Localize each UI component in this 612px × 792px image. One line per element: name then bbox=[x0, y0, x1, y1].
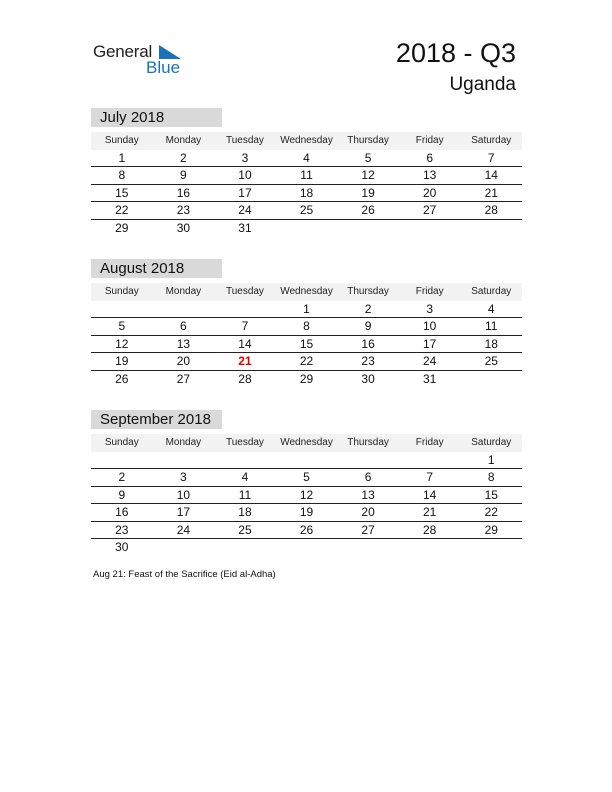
empty-day-cell bbox=[276, 452, 338, 468]
day-cell: 3 bbox=[180, 470, 187, 485]
day-cell: 22 bbox=[115, 203, 129, 218]
week-row bbox=[91, 504, 522, 521]
day-cell: 20 bbox=[361, 505, 375, 520]
week-row bbox=[91, 371, 522, 387]
empty-day-cell bbox=[153, 539, 215, 555]
day-cell: 27 bbox=[423, 203, 437, 218]
day-cell: 6 bbox=[364, 470, 372, 485]
country-name: Uganda bbox=[449, 74, 516, 95]
day-cell: 21 bbox=[484, 185, 498, 200]
day-cell: 28 bbox=[484, 203, 498, 218]
day-cell: 11 bbox=[485, 319, 498, 334]
empty-day-cell bbox=[337, 220, 399, 236]
day-cell: 17 bbox=[176, 505, 191, 520]
weekday-header bbox=[91, 434, 522, 452]
day-cell: 18 bbox=[238, 505, 252, 520]
weekday-label: Thursday bbox=[347, 135, 389, 146]
day-cell: 24 bbox=[176, 522, 191, 537]
week-row bbox=[91, 202, 522, 219]
day-cell: 11 bbox=[300, 168, 313, 183]
day-cell: 2 bbox=[180, 151, 187, 165]
weekday-label: Tuesday bbox=[225, 437, 264, 448]
empty-day-cell bbox=[276, 220, 338, 236]
day-cell: 8 bbox=[303, 319, 310, 334]
day-cell: 31 bbox=[423, 371, 437, 386]
day-cell: 14 bbox=[238, 336, 252, 351]
day-cell: 9 bbox=[180, 168, 187, 183]
week-row bbox=[91, 469, 522, 486]
day-cell: 14 bbox=[423, 487, 437, 502]
month-title: August 2018 bbox=[91, 259, 222, 278]
month-block-september bbox=[91, 410, 522, 555]
day-cell: 3 bbox=[426, 302, 434, 316]
empty-day-cell bbox=[460, 220, 522, 236]
day-cell: 9 bbox=[364, 319, 372, 334]
day-cell: 17 bbox=[423, 336, 437, 351]
day-cell: 18 bbox=[484, 336, 498, 351]
month-block-july bbox=[91, 108, 522, 236]
empty-day-cell bbox=[91, 452, 153, 468]
week-row bbox=[91, 539, 522, 555]
day-cell: 15 bbox=[299, 336, 314, 351]
weekday-label: Monday bbox=[165, 437, 202, 448]
day-cell: 5 bbox=[118, 319, 126, 334]
day-cell: 10 bbox=[176, 487, 191, 502]
day-cell: 26 bbox=[361, 203, 375, 218]
day-cell: 15 bbox=[115, 185, 129, 200]
day-cell: 12 bbox=[299, 487, 314, 502]
day-cell: 26 bbox=[299, 522, 314, 537]
week-row bbox=[91, 185, 522, 202]
day-cell: 21 bbox=[423, 505, 437, 520]
day-cell: 19 bbox=[361, 185, 375, 200]
empty-day-cell bbox=[153, 452, 215, 468]
day-cell: 3 bbox=[241, 151, 249, 165]
weeks-grid bbox=[91, 301, 522, 387]
day-cell: 7 bbox=[426, 470, 434, 485]
weekday-header bbox=[91, 132, 522, 150]
day-cell: 28 bbox=[423, 522, 437, 537]
day-cell: 24 bbox=[238, 203, 252, 218]
empty-day-cell bbox=[276, 539, 338, 555]
day-cell: 4 bbox=[303, 151, 310, 165]
day-cell: 29 bbox=[115, 220, 129, 235]
day-cell: 18 bbox=[299, 185, 314, 200]
day-cell: 27 bbox=[361, 522, 375, 537]
weekday-label: Wednesday bbox=[280, 437, 333, 448]
empty-day-cell bbox=[337, 539, 399, 555]
logo bbox=[93, 42, 193, 78]
day-cell: 23 bbox=[361, 354, 375, 369]
day-cell: 23 bbox=[115, 522, 129, 537]
day-cell: 10 bbox=[423, 319, 437, 334]
day-cell: 11 bbox=[238, 487, 252, 502]
day-cell: 29 bbox=[299, 371, 314, 386]
weekday-label: Wednesday bbox=[280, 135, 333, 146]
week-row bbox=[91, 353, 522, 370]
day-cell: 5 bbox=[364, 151, 372, 165]
week-row bbox=[91, 336, 522, 353]
month-title: September 2018 bbox=[91, 410, 222, 429]
weekday-label: Friday bbox=[415, 437, 444, 448]
day-cell: 25 bbox=[299, 203, 314, 218]
empty-day-cell bbox=[153, 301, 215, 317]
week-row bbox=[91, 318, 522, 335]
empty-day-cell bbox=[214, 301, 276, 317]
day-cell: 7 bbox=[241, 319, 249, 334]
month-block-august bbox=[91, 259, 522, 387]
empty-day-cell bbox=[399, 220, 461, 236]
day-cell: 1 bbox=[487, 453, 495, 467]
week-row bbox=[91, 452, 522, 469]
weekday-label: Tuesday bbox=[225, 286, 264, 297]
day-cell: 29 bbox=[484, 522, 498, 537]
weekday-label: Monday bbox=[165, 135, 202, 146]
weekday-label: Sunday bbox=[104, 135, 139, 146]
day-cell: 17 bbox=[238, 185, 252, 200]
day-cell: 16 bbox=[361, 336, 375, 351]
week-row bbox=[91, 301, 522, 318]
day-cell: 2 bbox=[364, 302, 372, 316]
weekday-label: Tuesday bbox=[225, 135, 264, 146]
day-cell: 31 bbox=[238, 220, 252, 235]
day-cell: 25 bbox=[238, 522, 252, 537]
day-cell: 6 bbox=[426, 151, 434, 165]
logo-word-blue: Blue bbox=[146, 58, 181, 77]
day-cell: 25 bbox=[484, 354, 498, 369]
empty-day-cell bbox=[337, 452, 399, 468]
day-cell: 23 bbox=[176, 203, 191, 218]
day-cell: 9 bbox=[118, 487, 126, 502]
day-cell: 7 bbox=[487, 151, 495, 165]
day-cell: 14 bbox=[484, 168, 498, 183]
day-cell: 13 bbox=[176, 336, 191, 351]
day-cell: 27 bbox=[176, 371, 191, 386]
day-cell: 4 bbox=[487, 302, 495, 316]
day-cell: 20 bbox=[423, 185, 437, 200]
day-cell: 19 bbox=[115, 354, 129, 369]
week-row bbox=[91, 220, 522, 236]
empty-day-cell bbox=[399, 539, 461, 555]
weekday-header bbox=[91, 283, 522, 301]
weekday-label: Monday bbox=[165, 286, 202, 297]
empty-day-cell bbox=[399, 452, 461, 468]
day-cell: 12 bbox=[361, 168, 375, 183]
day-cell: 22 bbox=[299, 354, 314, 369]
empty-day-cell bbox=[214, 539, 276, 555]
day-cell: 12 bbox=[115, 336, 129, 351]
weekday-label: Friday bbox=[415, 286, 444, 297]
day-cell: 10 bbox=[238, 168, 252, 183]
weeks-grid bbox=[91, 452, 522, 555]
week-row bbox=[91, 522, 522, 539]
day-cell: 16 bbox=[115, 505, 129, 520]
day-cell: 24 bbox=[423, 354, 437, 369]
logo-triangle-icon bbox=[159, 45, 181, 59]
day-cell: 26 bbox=[115, 371, 129, 386]
day-cell: 13 bbox=[361, 487, 375, 502]
day-cell: 15 bbox=[484, 487, 498, 502]
empty-day-cell bbox=[460, 539, 522, 555]
day-cell: 20 bbox=[176, 354, 191, 369]
day-cell: 8 bbox=[487, 470, 495, 485]
weeks-grid bbox=[91, 150, 522, 236]
day-cell: 1 bbox=[303, 302, 310, 316]
day-cell: 22 bbox=[484, 505, 498, 520]
week-row bbox=[91, 167, 522, 184]
day-cell: 30 bbox=[176, 220, 191, 235]
empty-day-cell bbox=[460, 371, 522, 387]
empty-day-cell bbox=[214, 452, 276, 468]
weekday-label: Thursday bbox=[347, 437, 389, 448]
day-cell: 8 bbox=[118, 168, 126, 183]
weekday-label: Sunday bbox=[104, 286, 139, 297]
day-cell: 6 bbox=[180, 319, 187, 334]
day-cell: 1 bbox=[118, 151, 126, 165]
day-cell: 5 bbox=[303, 470, 310, 485]
day-cell: 16 bbox=[176, 185, 191, 200]
day-cell: 4 bbox=[241, 470, 249, 485]
week-row bbox=[91, 487, 522, 504]
holiday-note: Aug 21: Feast of the Sacrifice (Eid al-Adha) bbox=[93, 569, 276, 580]
holiday-day-cell: 21 bbox=[238, 354, 252, 369]
quarter-title: 2018 - Q3 bbox=[395, 38, 516, 68]
weekday-label: Thursday bbox=[347, 286, 389, 297]
weekday-label: Sunday bbox=[104, 437, 139, 448]
day-cell: 30 bbox=[361, 371, 375, 386]
day-cell: 13 bbox=[423, 168, 437, 183]
weekday-label: Friday bbox=[415, 135, 444, 146]
day-cell: 2 bbox=[118, 470, 126, 485]
weekday-label: Saturday bbox=[471, 437, 512, 448]
day-cell: 28 bbox=[238, 371, 252, 386]
empty-day-cell bbox=[91, 301, 153, 317]
day-cell: 19 bbox=[299, 505, 314, 520]
month-title: July 2018 bbox=[91, 108, 222, 127]
day-cell: 30 bbox=[115, 539, 129, 554]
week-row bbox=[91, 150, 522, 167]
logo-word-general: General bbox=[93, 42, 153, 61]
weekday-label: Saturday bbox=[471, 135, 512, 146]
weekday-label: Wednesday bbox=[280, 286, 333, 297]
weekday-label: Saturday bbox=[471, 286, 512, 297]
